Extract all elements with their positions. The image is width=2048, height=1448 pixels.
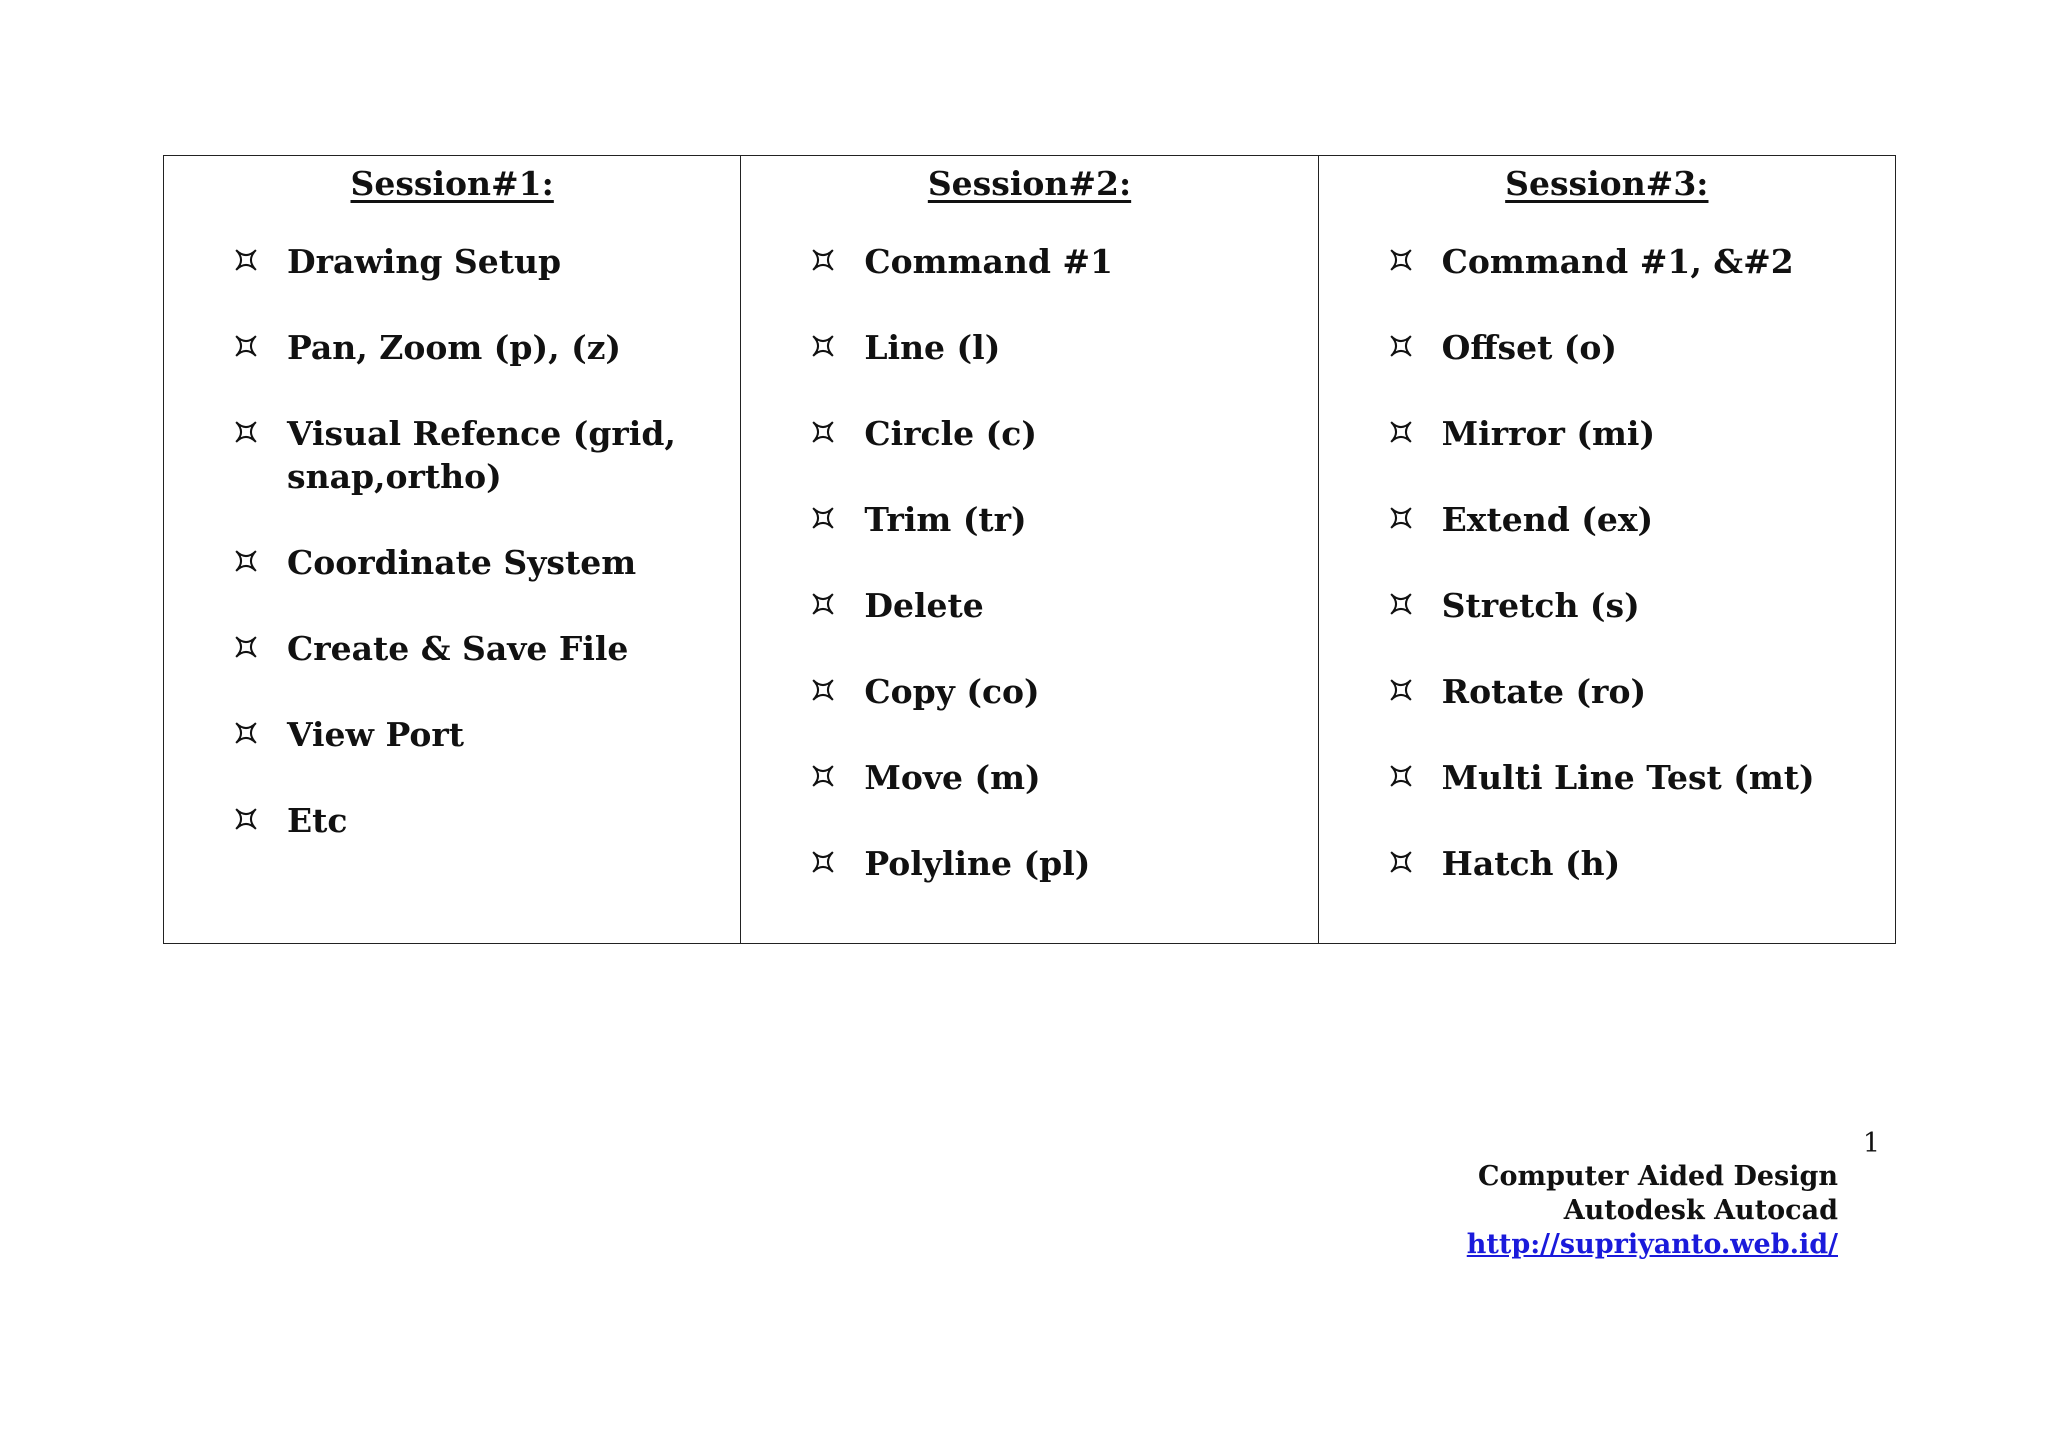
list-item-text: Stretch (s): [1441, 586, 1640, 625]
four-point-star-icon: [803, 498, 843, 529]
list-item: [226, 412, 740, 498]
four-point-star-icon: [803, 326, 843, 357]
session-2-cell: [741, 156, 1318, 944]
four-point-star-icon: [1381, 412, 1421, 443]
four-point-star-icon: [1381, 326, 1421, 357]
list-item: [226, 799, 740, 842]
session-1-cell: [164, 156, 741, 944]
list-item-text: Mirror (mi): [1441, 414, 1656, 453]
four-point-star-icon: [803, 240, 843, 271]
list-item: [803, 412, 1317, 455]
four-point-star-icon: [803, 412, 843, 443]
list-item: [1381, 498, 1895, 541]
list-item: [803, 756, 1317, 799]
page-number: 1: [1862, 1128, 1880, 1159]
list-item: [1381, 584, 1895, 627]
four-point-star-icon: [803, 842, 843, 873]
sessions-table: [163, 155, 1896, 944]
footer: [1467, 1160, 1838, 1262]
four-point-star-icon: [1381, 756, 1421, 787]
session-3-list: [1319, 240, 1895, 885]
list-item: [226, 627, 740, 670]
footer-link[interactable]: http://supriyanto.web.id/: [1466, 1229, 1838, 1260]
list-item-text: Command #1: [864, 242, 1113, 281]
four-point-star-icon: [226, 799, 266, 830]
list-item: [803, 326, 1317, 369]
four-point-star-icon: [1381, 842, 1421, 873]
list-item: [226, 240, 740, 283]
four-point-star-icon: [1381, 498, 1421, 529]
four-point-star-icon: [1381, 670, 1421, 701]
list-item: [1381, 670, 1895, 713]
list-item: [226, 541, 740, 584]
footer-software: Autodesk Autocad: [1563, 1195, 1838, 1226]
session-3-cell: [1318, 156, 1895, 944]
session-1-list: [164, 240, 740, 842]
list-item-text: Offset (o): [1441, 328, 1618, 367]
four-point-star-icon: [226, 627, 266, 658]
list-item: [1381, 842, 1895, 885]
four-point-star-icon: [226, 541, 266, 572]
sessions-row: [164, 156, 1896, 944]
list-item-text: Trim (tr): [864, 500, 1027, 539]
four-point-star-icon: [226, 713, 266, 744]
footer-course-title: Computer Aided Design: [1478, 1161, 1838, 1192]
list-item-text: Delete: [864, 586, 984, 625]
list-item-text: Visual Refence (grid, snap,ortho): [287, 414, 676, 496]
list-item-text: View Port: [287, 715, 465, 754]
list-item-text: Create & Save File: [287, 629, 629, 668]
list-item: [803, 584, 1317, 627]
session-2-title: Session#2:: [927, 164, 1132, 203]
list-item: [803, 842, 1317, 885]
session-1-title: Session#1:: [350, 164, 554, 203]
list-item-text: Rotate (ro): [1441, 672, 1647, 711]
four-point-star-icon: [226, 326, 266, 357]
list-item: [1381, 756, 1895, 799]
four-point-star-icon: [803, 756, 843, 787]
list-item-text: Multi Line Test (mt): [1441, 758, 1815, 797]
list-item-text: Hatch (h): [1441, 844, 1621, 883]
list-item-text: Move (m): [864, 758, 1041, 797]
four-point-star-icon: [1381, 584, 1421, 615]
list-item: [226, 326, 740, 369]
list-item-text: Drawing Setup: [287, 242, 562, 281]
list-item-text: Command #1, &#2: [1441, 242, 1794, 281]
four-point-star-icon: [803, 584, 843, 615]
four-point-star-icon: [803, 670, 843, 701]
list-item-text: Pan, Zoom (p), (z): [287, 328, 622, 367]
list-item-text: Coordinate System: [287, 543, 637, 582]
list-item: [1381, 326, 1895, 369]
list-item-text: Copy (co): [864, 672, 1040, 711]
list-item: [1381, 240, 1895, 283]
four-point-star-icon: [226, 240, 266, 271]
four-point-star-icon: [226, 412, 266, 443]
list-item: [803, 498, 1317, 541]
list-item-text: Etc: [287, 801, 348, 840]
list-item-text: Extend (ex): [1441, 500, 1654, 539]
session-2-list: [741, 240, 1317, 885]
list-item-text: Circle (c): [864, 414, 1037, 453]
list-item-text: Line (l): [864, 328, 1001, 367]
list-item: [803, 670, 1317, 713]
four-point-star-icon: [1381, 240, 1421, 271]
list-item: [1381, 412, 1895, 455]
list-item: [226, 713, 740, 756]
list-item: [803, 240, 1317, 283]
session-3-title: Session#3:: [1505, 164, 1709, 203]
list-item-text: Polyline (pl): [864, 844, 1091, 883]
